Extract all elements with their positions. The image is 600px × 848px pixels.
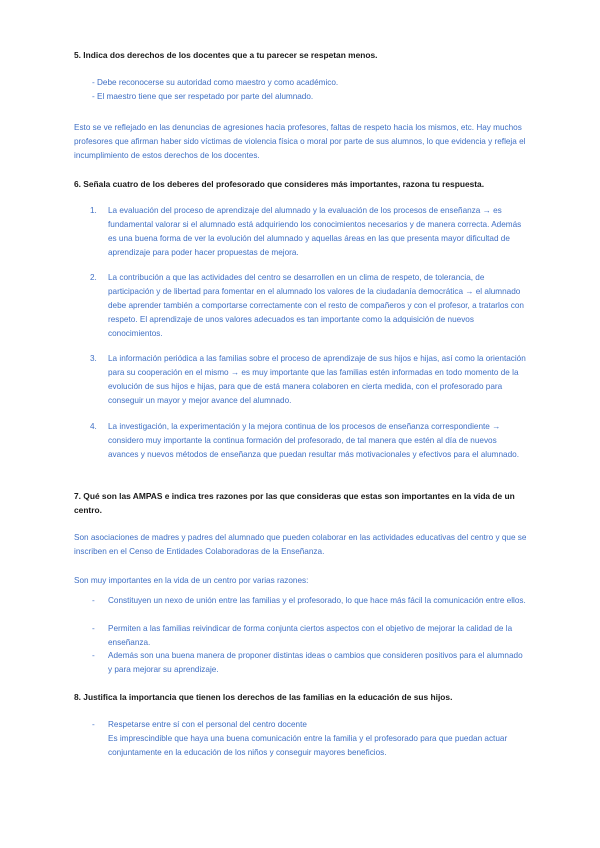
list-item bbox=[92, 649, 528, 677]
list-item-text: La investigación, la experimentación y la mejora continua de los procesos de enseñanza correspondiente → considero muy importante la continua formación del profesorado, de tal manera que estén al día de nuevos avances y nuevos métodos de enseñanza que puedan resultar más motivacionales y efectivos para el alumnado. bbox=[108, 422, 519, 459]
list-item-text: Además son una buena manera de proponer distintas ideas o cambios que consideren positivos para el alumnado y para mejorar su aprendizaje. bbox=[108, 651, 523, 674]
list-item bbox=[92, 271, 528, 341]
list-item: - El maestro tiene que ser respetado por parte del alumnado. bbox=[92, 92, 314, 101]
list-number: 4. bbox=[90, 422, 97, 431]
question-7-paragraph: Son asociaciones de madres y padres del alumnado que pueden colaborar en las actividades educativas del centro y que se inscriben en el Censo de Entidades Colaboradoras de la Enseñanza. bbox=[74, 533, 527, 556]
list-item-text: La evaluación del proceso de aprendizaje del alumnado y la evaluación de los procesos de enseñanza → es fundamental valorar si el alumnado está adquiriendo los conocimientos necesarios y de manera correcta. Además es una buena forma de ver la evolución del alumnado y aquellas áreas en las que presenta mayor dificultad de aprendizaje para poder hacer propuestas de mejora. bbox=[108, 206, 522, 257]
list-item bbox=[92, 594, 528, 608]
list-item bbox=[92, 622, 528, 650]
list-number: 3. bbox=[90, 354, 97, 363]
list-item bbox=[92, 352, 528, 408]
list-item-heading: Respetarse entre sí con el personal del centro docente bbox=[108, 720, 307, 729]
question-5-bullets bbox=[92, 76, 552, 104]
question-6-title: 6. Señala cuatro de los deberes del profesorado que consideres más importantes, razona tu respuesta. bbox=[74, 179, 485, 189]
list-item-text: La contribución a que las actividades del centro se desarrollen en un clima de respeto, de tolerancia, de participación y de libertad para fomentar en el alumnado los valores de la ciudadanía democrática → el alumnado debe aprender también a comportarse correctamente con el resto de compañeros y con el profesor, a tratarlos con respeto. El aprendizaje de unos valores adecuados es tan importante como la adquisición de nuevos conocimientos. bbox=[108, 273, 524, 338]
question-5-title: 5. Indica dos derechos de los docentes que a tu parecer se respetan menos. bbox=[74, 50, 378, 60]
question-8-title: 8. Justifica la importancia que tienen los derechos de las familias en la educación de sus hijos. bbox=[74, 692, 453, 702]
list-item-text: Constituyen un nexo de unión entre las familias y el profesorado, lo que hace más fácil la comunicación entre ellos. bbox=[108, 596, 526, 605]
dash-marker: - bbox=[92, 720, 95, 729]
question-7-intro: Son muy importantes en la vida de un centro por varias razones: bbox=[74, 576, 309, 585]
list-item-text: Es imprescindible que haya una buena comunicación entre la familia y el profesorado para que puedan actuar conjuntamente en la educación de los niños y conseguir mayores beneficios. bbox=[108, 734, 508, 757]
list-item bbox=[92, 718, 528, 760]
list-item-text: Permiten a las familias reivindicar de forma conjunta ciertos aspectos con el objetivo de mejorar la calidad de la enseñanza. bbox=[108, 624, 513, 647]
list-item-text: La información periódica a las familias sobre el proceso de aprendizaje de sus hijos e hijas, así como la orientación para su cooperación en el mismo → es muy importante que las familias estén informadas en todo momento de la evolución de sus hijos e hijas, para que de está manera colaboren en cierta medida, con el profesorado para conseguir un mayor y mejor avance del alumnado. bbox=[108, 354, 526, 405]
question-7-title: 7. Qué son las AMPAS e indica tres razones por las que consideras que estas son importantes en la vida de un centro. bbox=[74, 491, 515, 515]
question-5-paragraph: Esto se ve reflejado en las denuncias de agresiones hacia profesores, faltas de respeto hacia los mismos, etc. Hay muchos profesores que afirman haber sido víctimas de violencia física o moral por parte de sus alumnos, lo que evidencia y refleja el incumplimiento de estos derechos de los docentes. bbox=[74, 123, 526, 160]
dash-marker: - bbox=[92, 651, 95, 660]
list-item: - Debe reconocerse su autoridad como maestro y como académico. bbox=[92, 78, 339, 87]
list-number: 2. bbox=[90, 273, 97, 282]
list-number: 1. bbox=[90, 206, 97, 215]
list-item bbox=[92, 204, 528, 260]
dash-marker: - bbox=[92, 624, 95, 633]
list-item bbox=[92, 420, 528, 462]
dash-marker: - bbox=[92, 596, 95, 605]
